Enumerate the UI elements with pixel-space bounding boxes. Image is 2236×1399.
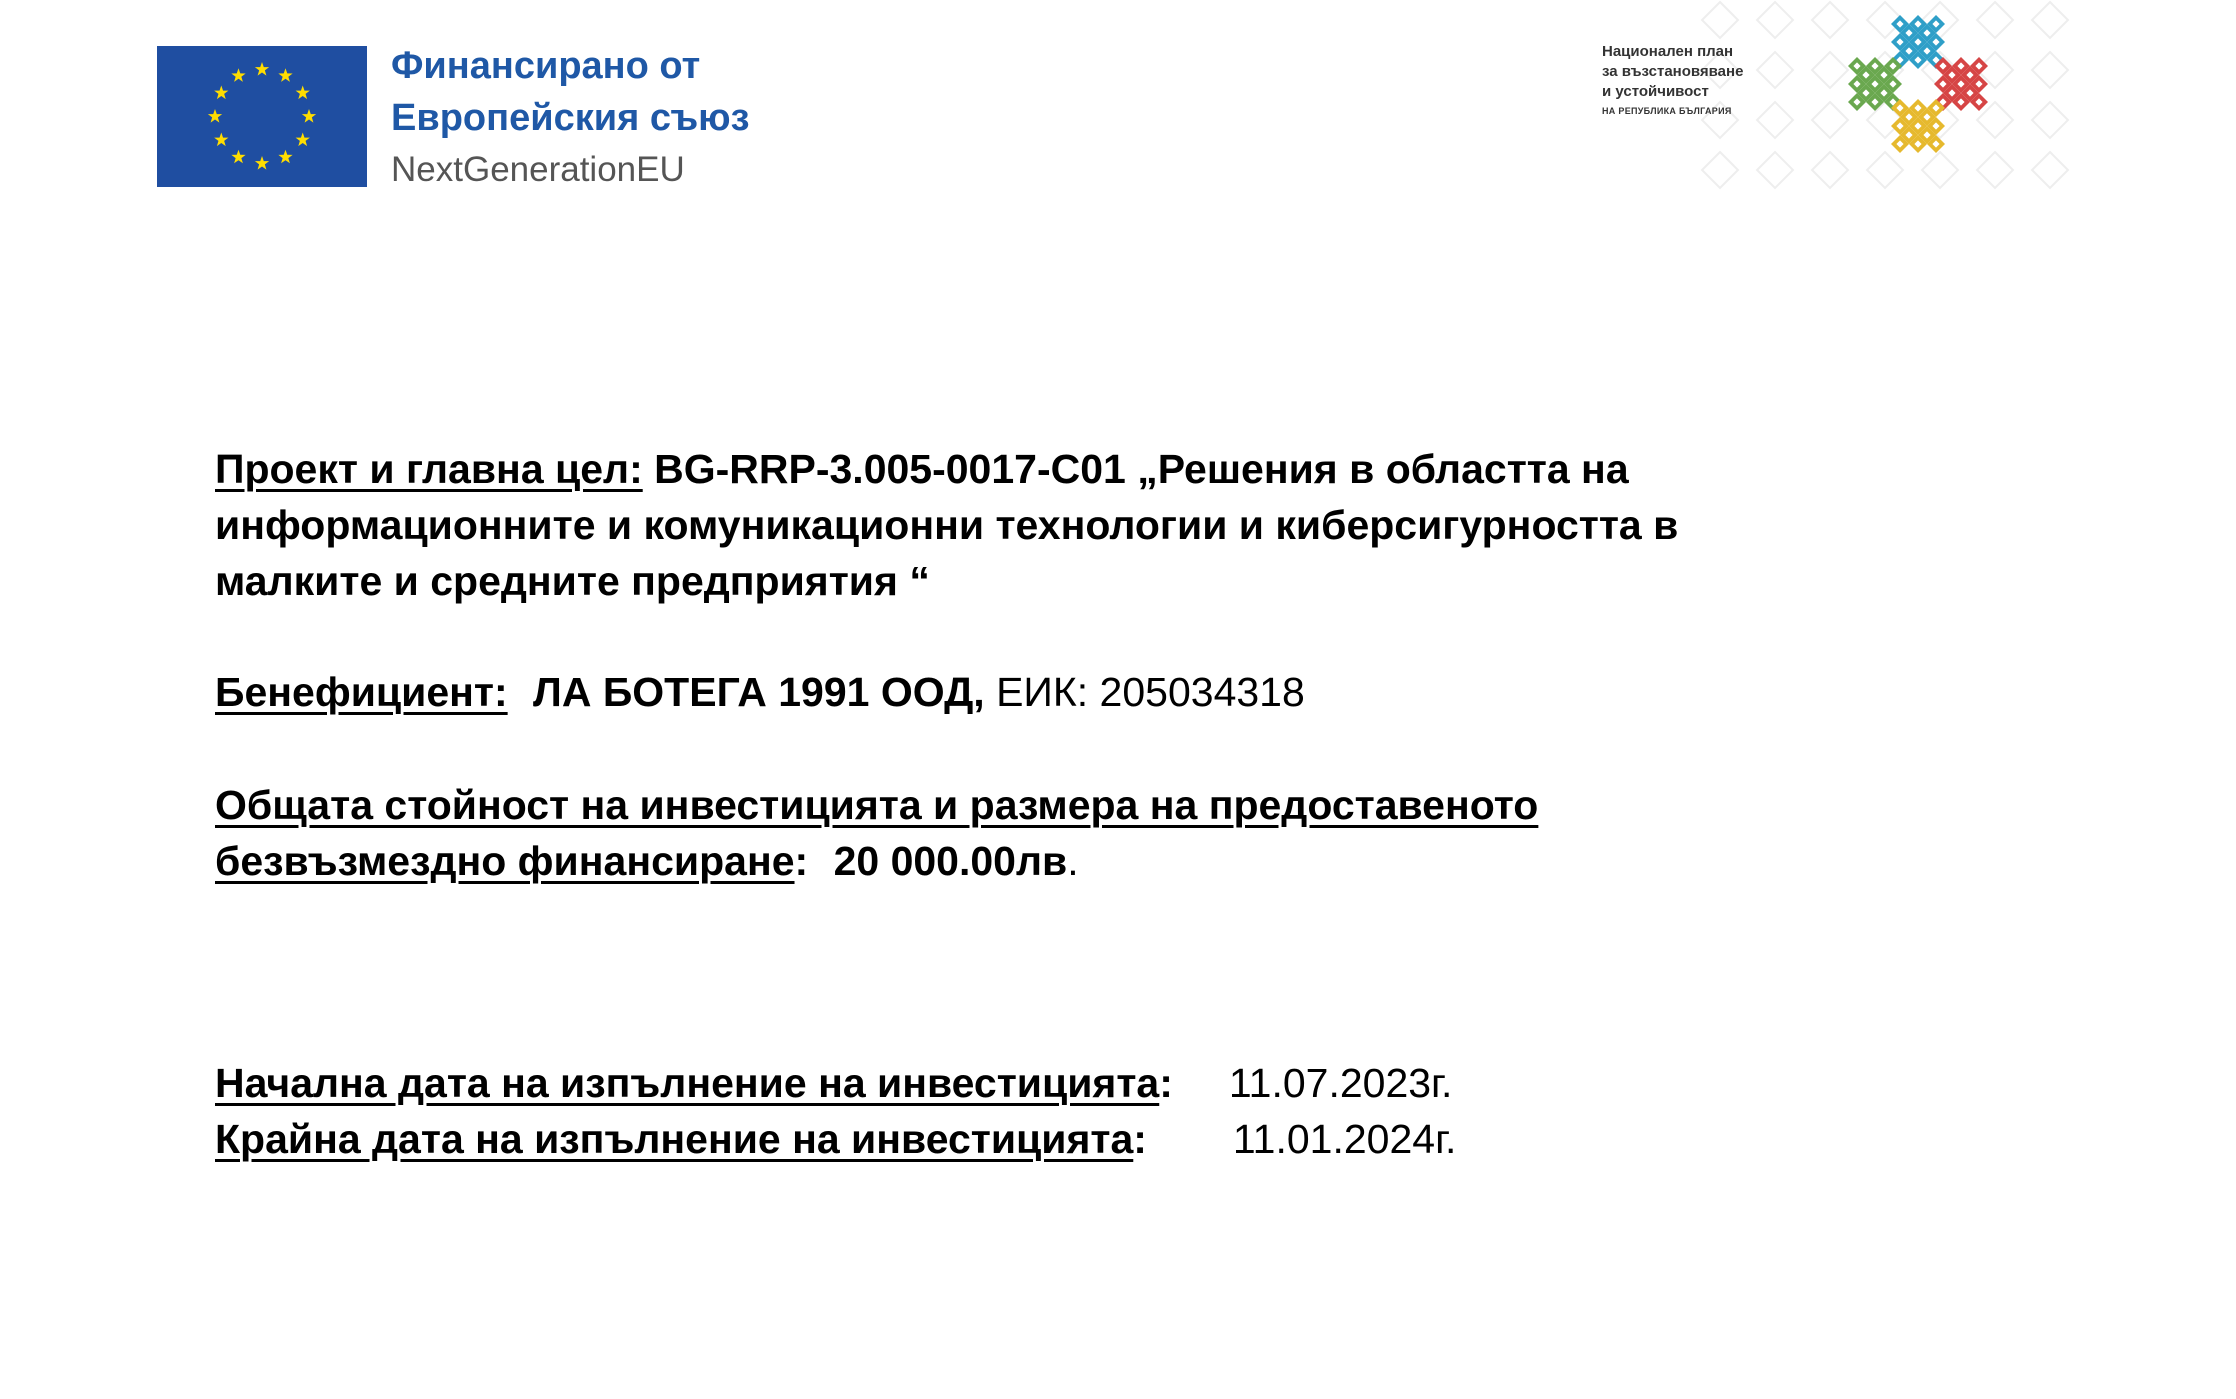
- beneficiary-line: [215, 664, 1305, 720]
- eu-funding-logo: [157, 40, 817, 200]
- pattern-diamond: [1757, 152, 1793, 188]
- beneficiary-label: Бенефициент:: [215, 669, 508, 715]
- project-line-2: [215, 497, 1678, 553]
- nrrp-logo-line-4: НА РЕПУБЛИКА БЪЛГАРИЯ: [1602, 106, 1732, 116]
- end-date-line: [215, 1111, 1456, 1167]
- eu-flag-icon: [157, 46, 367, 187]
- nrrp-logo-line-3: и устойчивост: [1602, 83, 1709, 100]
- investment-amount: 20 000.00лв: [833, 838, 1068, 884]
- investment-line-2: [215, 833, 1079, 889]
- investment-label-1: Общата стойност на инвестицията и размера на предоставеното: [215, 782, 1539, 828]
- project-text-1: BG-RRP-3.005-0017-C01 „Решения в областта на: [654, 446, 1629, 492]
- pattern-diamond: [2032, 52, 2068, 88]
- start-date-label: Начална дата на изпълнение на инвестицията: [215, 1060, 1160, 1106]
- project-text-3: малките и средните предприятия “: [215, 558, 930, 604]
- eu-logo-line-1: Финансирано от: [391, 45, 701, 87]
- project-text-2: информационните и комуникационни технологии и киберсигурността в: [215, 502, 1679, 548]
- start-date-value: 11.07.2023г.: [1228, 1060, 1453, 1106]
- investment-label-2: безвъзмездно финансиране: [215, 838, 795, 884]
- end-date-value: 11.01.2024г.: [1232, 1116, 1457, 1162]
- pattern-diamond: [2032, 102, 2068, 138]
- pattern-diamond: [1702, 2, 1738, 38]
- project-line-3: [215, 553, 930, 609]
- nrrp-logo-text: [1602, 42, 1802, 120]
- start-date-colon: :: [1159, 1060, 1173, 1106]
- start-date-line: [215, 1055, 1452, 1111]
- nrrp-ornament-icon: [1828, 8, 2008, 160]
- nrrp-logo: [1560, 0, 2080, 210]
- pattern-diamond: [2032, 152, 2068, 188]
- beneficiary-eik: ЕИК: 205034318: [996, 669, 1305, 715]
- pattern-diamond: [2032, 2, 2068, 38]
- nrrp-logo-line-1: Национален план: [1602, 43, 1734, 60]
- end-date-colon: :: [1133, 1116, 1147, 1162]
- pattern-diamond: [1757, 2, 1793, 38]
- pattern-diamond: [1702, 152, 1738, 188]
- investment-line-1: [215, 777, 1538, 833]
- eu-logo-line-2: Европейския съюз: [391, 97, 750, 139]
- nrrp-logo-line-2: за възстановяване: [1602, 63, 1744, 80]
- beneficiary-name: ЛА БОТЕГА 1991 ООД,: [533, 669, 985, 715]
- project-line-1: [215, 441, 1629, 497]
- investment-period: .: [1067, 838, 1079, 884]
- eu-logo-text: [391, 40, 821, 196]
- eu-logo-line-3: NextGenerationEU: [391, 150, 685, 189]
- project-label: Проект и главна цел:: [215, 446, 643, 492]
- end-date-label: Крайна дата на изпълнение на инвестицията: [215, 1116, 1134, 1162]
- investment-colon: :: [794, 838, 809, 884]
